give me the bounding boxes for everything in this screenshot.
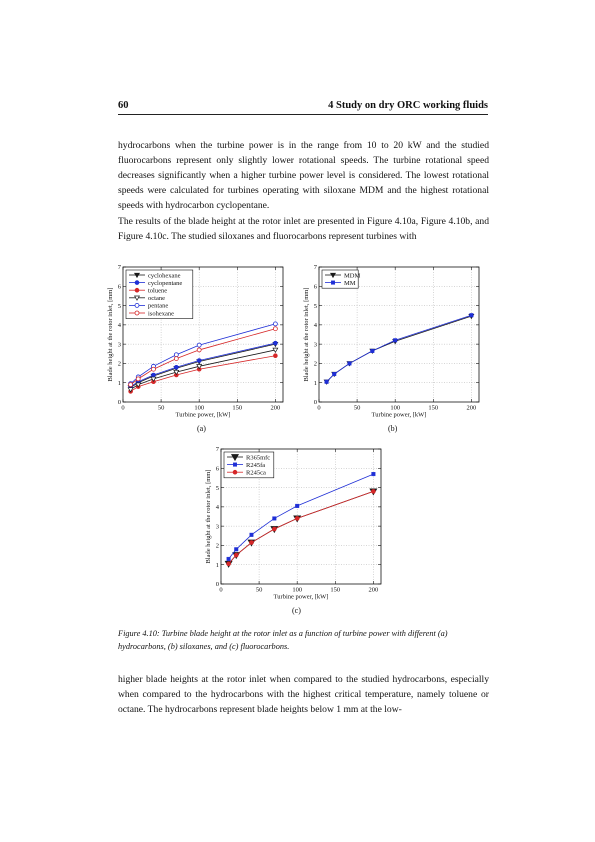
legend-marker [135,281,139,285]
data-point [136,377,140,381]
y-tick-label: 7 [313,264,317,272]
legend-label: isohexane [148,310,174,318]
data-point [129,383,133,387]
y-tick-label: 6 [215,465,219,473]
data-point [151,373,155,377]
page-number: 60 [118,100,129,111]
x-tick-label: 200 [270,404,281,412]
data-point [393,338,397,342]
series-isohexane [129,327,278,387]
data-point [273,354,277,358]
data-point [372,472,376,476]
series-R365mfc [225,489,377,567]
figure-caption: Figure 4.10: Turbine blade height at the rotor inlet as a function of turbine power with different (a) hydrocarbons, (b) siloxanes, and (c) fluorocarbons. [118,629,448,651]
legend-marker [233,463,237,467]
chart-c [198,444,388,604]
series-line-R365mfc [229,491,374,563]
x-axis-label: Turbine power, [kW] [371,411,427,419]
legend-label: pentane [148,302,169,310]
data-point [348,362,352,366]
data-point [273,322,277,326]
y-tick-label: 4 [117,322,121,330]
data-point [272,527,276,531]
chart-a [100,262,290,422]
data-point [273,327,277,331]
y-tick-label: 6 [313,283,317,291]
y-axis-label: Blade height at the rotor inlet, [mm] [107,287,114,382]
y-tick-label: 2 [313,360,317,368]
data-point [174,357,178,361]
y-tick-label: 1 [117,379,121,387]
data-point [332,372,336,376]
sublabel-a: (a) [197,424,206,433]
sublabel-c: (c) [292,606,301,615]
legend-label: octane [148,295,165,303]
y-axis-label: Blade height at the rotor inlet, [mm] [303,287,310,382]
x-tick-label: 0 [317,404,321,412]
data-point [249,541,253,545]
data-point [174,353,178,357]
data-point [273,341,277,345]
series-line-R245fa [229,474,374,559]
y-tick-label: 3 [117,341,121,349]
data-point [227,562,231,566]
data-point [470,313,474,317]
data-point [197,359,201,363]
data-point [371,349,375,353]
chart-b [296,262,486,422]
paragraph-3: higher blade heights at the rotor inlet when compared to the studied hydrocarbons, especially when compared to the hydrocarbons with the highest critical temperature, namely toluene or octane. The hydrocarbons represent blade heights below 1 mm at the low- [118,674,489,715]
x-tick-label: 200 [368,586,379,594]
series-cyclopentane [129,341,278,388]
y-tick-label: 1 [313,379,317,387]
y-tick-label: 3 [215,523,219,531]
data-point [325,380,329,384]
x-tick-label: 0 [219,586,223,594]
x-tick-label: 100 [292,586,303,594]
y-tick-label: 2 [117,360,121,368]
y-tick-label: 4 [215,504,219,512]
y-tick-label: 0 [215,581,219,589]
x-tick-label: 50 [353,404,361,412]
legend-label: MDM [344,272,361,280]
legend-marker [331,281,335,285]
x-tick-label: 0 [121,404,125,412]
y-tick-label: 5 [313,302,317,310]
legend-label: cyclohexane [148,272,181,280]
series-octane [128,348,278,392]
x-tick-label: 200 [466,404,477,412]
series-R245ca [227,489,376,565]
y-tick-label: 6 [117,283,121,291]
legend-label: R245fa [246,461,266,469]
paragraph-1: hydrocarbons when the turbine power is in the range from 10 to 20 kW and the studied fluorocarbons represent only slightly lower rotational speeds. The turbine rotational speed decreases significantly when a higher turbine power level is considered. The lowest rotational speeds were calculated for turbines operating with siloxane MDM and the highest rotational speeds with hydrocarbon cyclopentane. [118,140,489,211]
chapter-title: 4 Study on dry ORC working fluids [328,100,488,111]
data-point [273,517,277,521]
data-point [234,553,238,557]
series-R245fa [227,469,375,560]
y-tick-label: 0 [313,399,317,407]
x-tick-label: 150 [330,586,341,594]
legend-label: cyclopentane [148,279,183,287]
header-rule [118,114,488,115]
data-point [250,533,254,537]
data-point [295,504,299,508]
series-line-MM [327,315,472,382]
x-tick-label: 100 [194,404,205,412]
x-tick-label: 100 [390,404,401,412]
y-tick-label: 5 [215,484,219,492]
data-point [197,348,201,352]
data-point [174,365,178,369]
y-tick-label: 2 [215,542,219,550]
y-axis-label: Blade height at the rotor inlet, [mm] [205,469,212,564]
series-MM [325,313,473,383]
y-tick-label: 4 [313,322,317,330]
page-header [118,100,488,114]
legend-marker [135,303,139,307]
x-axis-label: Turbine power, [kW] [175,411,231,419]
x-tick-label: 50 [157,404,165,412]
legend-label: R365mfc [246,454,271,462]
y-tick-label: 0 [117,399,121,407]
legend-marker [135,288,139,292]
legend-marker [233,470,237,474]
legend-marker [135,311,139,315]
paragraph-2: The results of the blade height at the rotor inlet are presented in Figure 4.10a, Figure 4.10b, and Figure 4.10c. The studied siloxanes and fluorocarbons represent turbines with [118,216,489,242]
x-tick-label: 150 [428,404,439,412]
data-point [197,343,201,347]
data-point [151,367,155,371]
y-tick-label: 1 [215,561,219,569]
data-point [371,489,375,493]
series-line-R245ca [229,491,374,563]
legend-label: MM [344,279,356,287]
series-line-MDM [327,316,472,382]
x-axis-label: Turbine power, [kW] [273,593,329,601]
y-tick-label: 3 [313,341,317,349]
data-point [227,557,231,561]
y-tick-label: 5 [117,302,121,310]
data-point [234,547,238,551]
legend-label: R245ca [246,469,266,477]
data-point [295,516,299,520]
y-tick-label: 7 [117,264,121,272]
sublabel-b: (b) [388,424,398,433]
x-tick-label: 150 [232,404,243,412]
x-tick-label: 50 [255,586,263,594]
legend-label: toluene [148,287,168,295]
y-tick-label: 7 [215,446,219,454]
